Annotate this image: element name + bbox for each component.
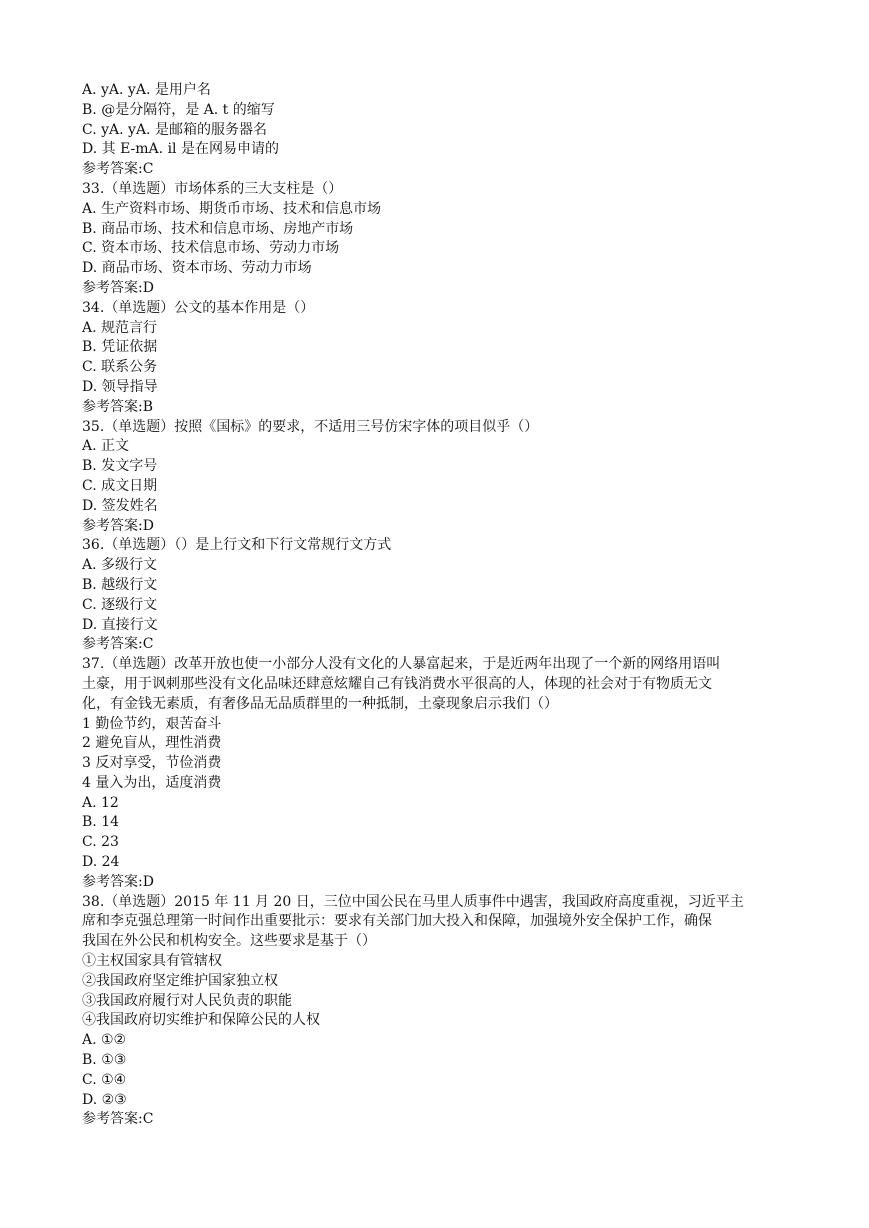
option-d: D. 其 E-mA. il 是在网易申请的 bbox=[82, 141, 279, 158]
prev-question-block bbox=[82, 81, 802, 180]
statement-4: 4 量入为出，适度消费 bbox=[82, 774, 222, 791]
option-b: B. 凭证依据 bbox=[82, 339, 158, 356]
option-a: A. yA. yA. 是用户名 bbox=[82, 82, 211, 98]
question-stem-line-3: 化，有金钱无素质，有奢侈品无品质群里的一种抵制，土豪现象启示我们（） bbox=[82, 695, 558, 712]
reference-answer: 参考答案:C bbox=[82, 636, 154, 653]
option-d: D. 24 bbox=[82, 854, 120, 871]
reference-answer: 参考答案:D bbox=[82, 873, 154, 890]
reference-answer: 参考答案:C bbox=[82, 1111, 154, 1128]
option-a: A. ①② bbox=[82, 1032, 127, 1049]
reference-answer: 参考答案:B bbox=[82, 398, 154, 415]
option-d: D. 直接行文 bbox=[82, 616, 158, 633]
option-c: C. 成文日期 bbox=[82, 477, 158, 494]
question-stem-line-1: 37.（单选题）改革开放也使一小部分人没有文化的人暴富起来，于是近两年出现了一个新的网络用语叫 bbox=[82, 656, 721, 673]
statement-1: 1 勤俭节约，艰苦奋斗 bbox=[82, 715, 222, 732]
question-stem: 35.（单选题）按照《国标》的要求，不适用三号仿宋字体的项目似乎（） bbox=[82, 418, 539, 435]
question-stem-line-1: 38.（单选题）2015 年 11 月 20 日，三位中国公民在马里人质事件中遇害，我国政府高度重视，习近平主 bbox=[82, 893, 744, 910]
statement-2: 2 避免盲从，理性消费 bbox=[82, 735, 222, 752]
question-33 bbox=[82, 180, 802, 299]
question-stem: 34.（单选题）公文的基本作用是（） bbox=[82, 299, 315, 316]
question-stem: 33.（单选题）市场体系的三大支柱是（） bbox=[82, 180, 343, 197]
option-b: B. 14 bbox=[82, 814, 120, 831]
statement-3: ③我国政府履行对人民负责的职能 bbox=[82, 992, 292, 1009]
option-b: B. 越级行文 bbox=[82, 576, 158, 593]
option-c: C. 23 bbox=[82, 834, 119, 851]
document-page bbox=[82, 81, 802, 1130]
question-stem-line-2: 土豪，用于讽刺那些没有文化品味还肆意炫耀自己有钱消费水平很高的人，体现的社会对于有物质无文 bbox=[82, 675, 712, 692]
option-c: C. ①④ bbox=[82, 1071, 127, 1088]
reference-answer: 参考答案:D bbox=[82, 279, 154, 296]
option-b: B. 商品市场、技术和信息市场、房地产市场 bbox=[82, 220, 354, 237]
option-c: C. 资本市场、技术信息市场、劳动力市场 bbox=[82, 240, 340, 257]
option-b: B. @是分隔符，是 A. t 的缩写 bbox=[82, 101, 275, 118]
statement-3: 3 反对享受，节俭消费 bbox=[82, 755, 222, 772]
option-a: A. 正文 bbox=[82, 438, 130, 455]
option-a: A. 规范言行 bbox=[82, 319, 158, 336]
question-36 bbox=[82, 536, 802, 655]
question-stem: 36.（单选题）（）是上行文和下行文常规行文方式 bbox=[82, 537, 392, 554]
question-stem-line-3: 我国在外公民和机构安全。这些要求是基于（） bbox=[82, 933, 376, 950]
option-d: D. 领导指导 bbox=[82, 378, 158, 395]
option-a: A. 生产资料市场、期货币市场、技术和信息市场 bbox=[82, 200, 382, 217]
reference-answer: 参考答案:C bbox=[82, 161, 154, 178]
question-35 bbox=[82, 418, 802, 537]
statement-4: ④我国政府切实维护和保障公民的人权 bbox=[82, 1012, 320, 1029]
statement-2: ②我国政府坚定维护国家独立权 bbox=[82, 972, 278, 989]
reference-answer: 参考答案:D bbox=[82, 517, 154, 534]
option-d: D. 签发姓名 bbox=[82, 497, 158, 514]
option-a: A. 12 bbox=[82, 794, 119, 811]
option-c: C. 联系公务 bbox=[82, 359, 158, 376]
question-37 bbox=[82, 655, 802, 893]
option-d: D. 商品市场、资本市场、劳动力市场 bbox=[82, 260, 312, 277]
option-a: A. 多级行文 bbox=[82, 557, 158, 574]
option-b: B. 发文字号 bbox=[82, 458, 158, 475]
option-c: C. 逐级行文 bbox=[82, 596, 158, 613]
statement-1: ①主权国家具有管辖权 bbox=[82, 953, 222, 970]
question-38 bbox=[82, 893, 802, 1131]
question-34 bbox=[82, 299, 802, 418]
option-b: B. ①③ bbox=[82, 1052, 127, 1069]
option-d: D. ②③ bbox=[82, 1091, 127, 1108]
option-c: C. yA. yA. 是邮箱的服务器名 bbox=[82, 121, 267, 138]
question-stem-line-2: 席和李克强总理第一时间作出重要批示：要求有关部门加大投入和保障，加强境外安全保护工作，确保 bbox=[82, 913, 712, 930]
